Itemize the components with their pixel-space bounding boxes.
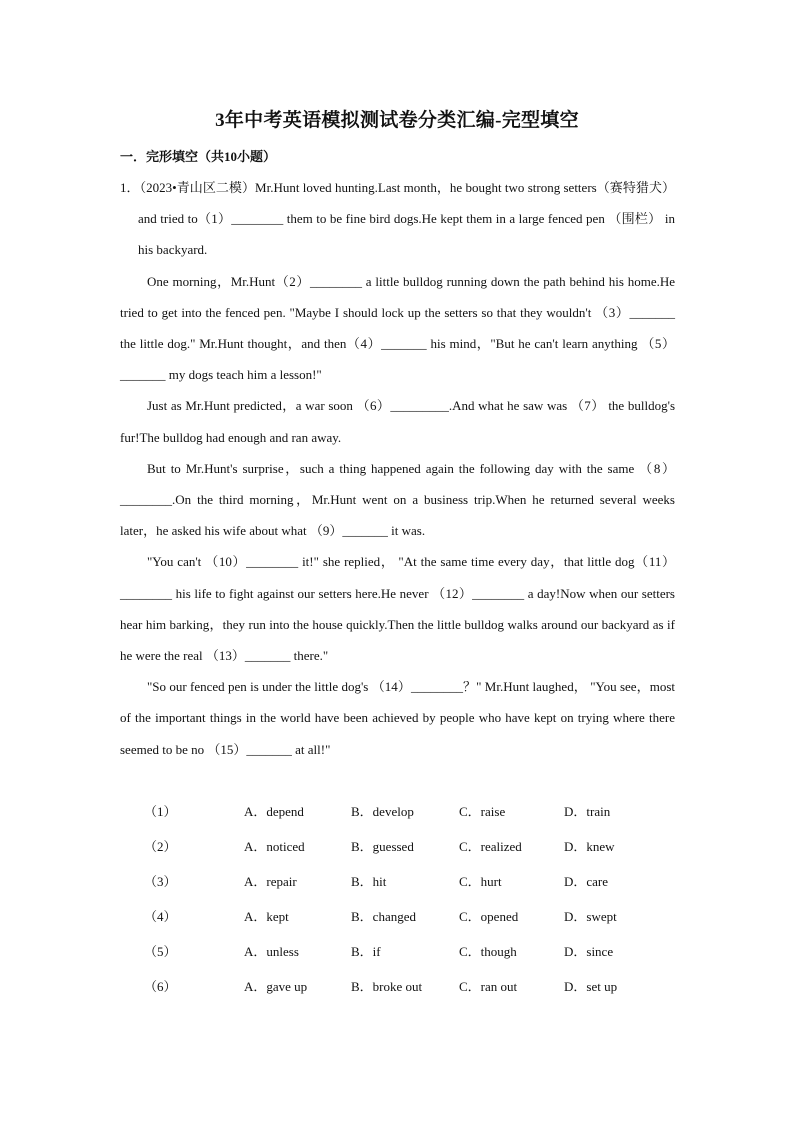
option-d: D．knew	[564, 839, 615, 854]
page-title: 3年中考英语模拟测试卷分类汇编-完型填空	[215, 110, 579, 131]
option-row	[120, 969, 675, 1004]
option-row	[120, 934, 675, 969]
option-a: A．unless	[244, 944, 299, 959]
option-c: C．raise	[459, 804, 506, 819]
option-d: D．train	[564, 804, 611, 819]
option-row	[120, 829, 675, 864]
option-a: A．depend	[244, 804, 304, 819]
option-b: B．guessed	[351, 839, 414, 854]
option-b: B．develop	[351, 804, 414, 819]
option-c: C．ran out	[459, 979, 518, 994]
option-a: A．repair	[244, 874, 297, 889]
option-number: （2）	[144, 839, 177, 854]
option-number: （3）	[144, 874, 177, 889]
option-a: A．noticed	[244, 839, 305, 854]
option-row	[120, 899, 675, 934]
cloze-passage	[120, 172, 675, 765]
question-paragraph-1	[120, 172, 675, 266]
option-d: D．since	[564, 944, 614, 959]
option-row	[120, 794, 675, 829]
passage-paragraph-3: Just as Mr.Hunt predicted，a war soon （6）_________.And what he saw was （7） the bulldog's fur!The bulldog had enough and ran away.	[120, 398, 675, 445]
section-heading: 一．完形填空（共10小题）	[120, 149, 277, 164]
question-number-source: 1．（2023•青山区二模）	[120, 180, 256, 195]
option-b: B．if	[351, 944, 381, 959]
option-number: （5）	[144, 944, 177, 959]
option-number: （6）	[144, 979, 177, 994]
option-c: C．hurt	[459, 874, 502, 889]
passage-paragraph-2: One morning，Mr.Hunt（2）________ a little bulldog running down the path behind his home.He tried to get into the fenced pen. "Maybe I should lock up the setters so that they wouldn't （3）_______ the little dog." Mr.Hunt thought，and then（4）_______ his mind，"But he can't learn anything （5）_______ my dogs teach him a lesson!"	[120, 273, 675, 383]
passage-paragraph-6: "So our fenced pen is under the little dog's （14）________？" Mr.Hunt laughed， "You see，most of the important things in the world have been achieved by people who have kept on trying where there seemed to be no （15）_______ at all!"	[120, 679, 675, 757]
option-a: A．kept	[244, 909, 289, 924]
option-d: D．care	[564, 874, 609, 889]
option-c: C．though	[459, 944, 517, 959]
passage-paragraph-4: But to Mr.Hunt's surprise，such a thing happened again the following day with the same （8）________.On the third morning，Mr.Hunt went on a business trip.When he returned several weeks later，he asked his wife about what （9）_______ it was.	[120, 460, 675, 539]
option-a: A．gave up	[244, 979, 308, 994]
passage-paragraph-5: "You can't （10）________ it!" she replied， "At the same time every day，that little dog（11）________ his life to fight against our setters here.He never （12）________ a day!Now when our setters hear him barking，they run into the house quickly.Then the little bulldog walks around our backyard as if he were the real （13）_______ there."	[120, 554, 675, 664]
option-number: （1）	[144, 804, 177, 819]
option-d: D．swept	[564, 909, 617, 924]
option-number: （4）	[144, 909, 177, 924]
passage-text-1: Mr.Hunt loved hunting.Last month，he bought two strong setters（赛特猎犬）and tried to（1）________ them to be fine bird dogs.He kept them in a large fenced pen （围栏） in his backyard.	[138, 180, 675, 258]
option-b: B．changed	[351, 909, 416, 924]
option-d: D．set up	[564, 979, 618, 994]
option-b: B．broke out	[351, 979, 423, 994]
option-b: B．hit	[351, 874, 387, 889]
option-row	[120, 864, 675, 899]
option-c: C．realized	[459, 839, 522, 854]
option-c: C．opened	[459, 909, 519, 924]
answer-options-table	[120, 794, 675, 1004]
